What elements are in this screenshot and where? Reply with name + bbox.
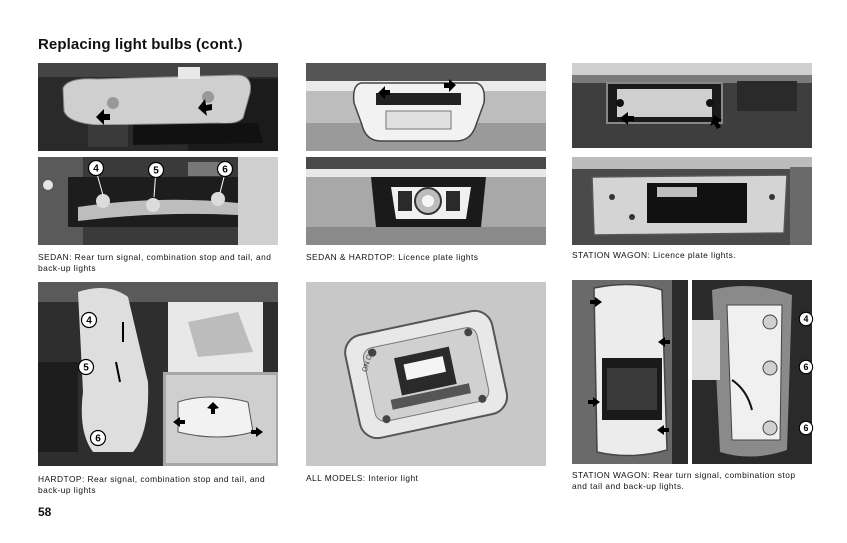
photo-sedan-lamp-housing <box>38 63 278 151</box>
svg-text:4: 4 <box>86 315 92 327</box>
marker-five-hardtop <box>77 358 95 376</box>
svg-text:5: 5 <box>153 165 159 177</box>
caption-wagon-licence: STATION WAGON: Licence plate lights. <box>572 250 737 260</box>
photo-interior-light <box>306 282 546 466</box>
photo-hardtop-rear-lamps <box>38 282 278 466</box>
svg-text:6: 6 <box>222 164 228 176</box>
photo-licence-lamp-opened <box>306 157 546 245</box>
svg-text:6: 6 <box>95 433 101 445</box>
interior-lamp-switch-label: ON OO <box>361 348 376 373</box>
photo-licence-lamp-cover <box>306 63 546 151</box>
caption-all-models-interior: ALL MODELS: Interior light <box>306 473 419 483</box>
marker-six-wagon-lower <box>798 420 814 436</box>
svg-text:5: 5 <box>83 362 89 374</box>
marker-six-sedan <box>216 160 234 178</box>
photo-wagon-rear-lamp-lens <box>572 280 688 464</box>
marker-six-wagon-upper <box>798 359 814 375</box>
marker-six-hardtop <box>89 429 107 447</box>
svg-text:6: 6 <box>803 423 809 434</box>
svg-text:4: 4 <box>93 163 99 175</box>
page-number: 58 <box>38 505 52 519</box>
page-title: Replacing light bulbs (cont.) <box>38 36 243 53</box>
caption-sedan-rear: SEDAN: Rear turn signal, combination stop and tail, and back-up lights <box>38 252 272 273</box>
caption-hardtop-rear: HARDTOP: Rear signal, combination stop and tail, and back-up lights <box>38 474 266 495</box>
svg-text:4: 4 <box>803 314 809 325</box>
marker-four-wagon <box>798 311 814 327</box>
photo-wagon-licence-lamp <box>572 63 812 148</box>
caption-wagon-rear: STATION WAGON: Rear turn signal, combination stop and tail and back-up lights. <box>572 470 796 491</box>
caption-sedan-hardtop-licence: SEDAN & HARDTOP: Licence plate lights <box>306 252 479 262</box>
marker-four-hardtop <box>80 311 98 329</box>
photo-wagon-licence-opened <box>572 157 812 245</box>
marker-four-sedan <box>87 159 105 177</box>
marker-five-sedan <box>147 161 165 179</box>
photo-wagon-rear-bulb-sockets <box>692 280 812 464</box>
svg-text:6: 6 <box>803 362 809 373</box>
